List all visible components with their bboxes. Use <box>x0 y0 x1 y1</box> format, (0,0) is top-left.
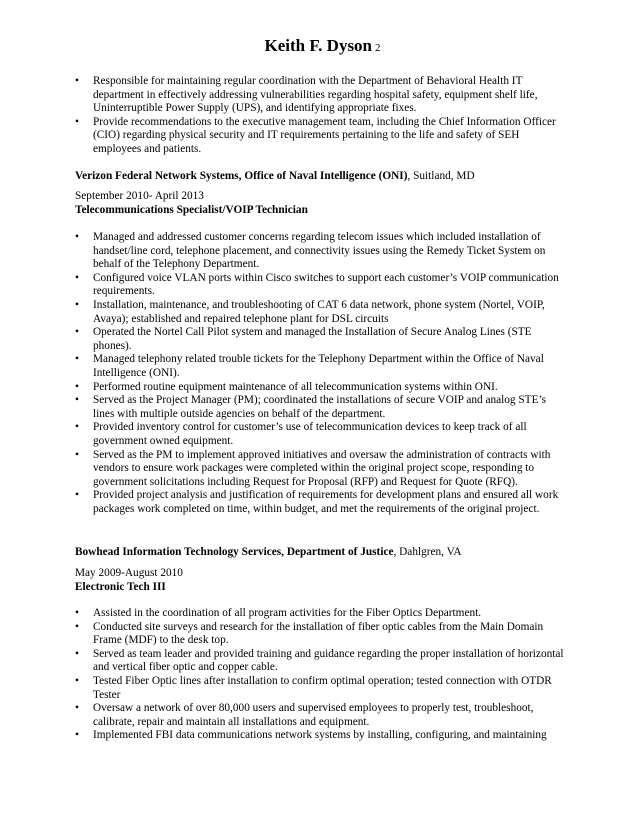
job1-employer: Verizon Federal Network Systems, Office of Naval Intelligence (ONI) <box>75 170 408 182</box>
job1-bullet-list-wrapper <box>75 231 565 516</box>
page-number: 2 <box>375 42 381 54</box>
job2-title: Electronic Tech III <box>75 580 166 593</box>
page-header <box>75 36 570 56</box>
job1-dates: September 2010- April 2013 <box>75 190 204 202</box>
top-bullet-list-wrapper <box>75 75 565 157</box>
list-item: • Managed telephony related trouble tickets for the Telephony Department within the Office of Naval Intelligence (ONI). <box>75 353 565 380</box>
list-item: • Operated the Nortel Call Pilot system and managed the Installation of Secure Analog Lines (STE phones). <box>75 326 565 353</box>
list-item: • Served as the PM to implement approved initiatives and oversaw the administration of contracts with vendors to ensure work packages were completed within the original project scope, responding to government solicitations including Request for Proposal (RFP) and Request for Quote (RFQ). <box>75 449 565 490</box>
job1-employer-line <box>75 170 565 184</box>
list-item: • Installation, maintenance, and troubleshooting of CAT 6 data network, phone system (Nortel, VOIP, Avaya); established and repaired telephone plant for DSL circuits <box>75 299 565 326</box>
list-item: • Implemented FBI data communications network systems by installing, configuring, and maintaining <box>75 729 565 743</box>
list-item: • Configured voice VLAN ports within Cisco switches to support each customer’s VOIP communication requirements. <box>75 272 565 299</box>
list-item: • Served as the Project Manager (PM); coordinated the installations of secure VOIP and analog STE’s lines with multiple outside agencies on behalf of the department. <box>75 394 565 421</box>
job2-location: , Dahlgren, VA <box>393 546 462 558</box>
list-item: • Provide recommendations to the executive management team, including the Chief Information Officer (CIO) regarding physical security and IT requirements pertaining to the life and safety of SEH employees and patients. <box>75 116 565 157</box>
list-item: • Tested Fiber Optic lines after installation to confirm optimal operation; tested connection with OTDR Tester <box>75 675 565 702</box>
job2-bullet-list <box>75 607 565 743</box>
job2-dates: May 2009-August 2010 <box>75 567 183 579</box>
list-item: • Managed and addressed customer concerns regarding telecom issues which included installation of handset/line cord, telephone placement, and connectivity issues using the Remedy Ticket System on behalf of the Telephony Department. <box>75 231 565 272</box>
job1-location: , Suitland, MD <box>407 170 475 182</box>
list-item: • Provided project analysis and justification of requirements for development plans and ensured all work packages work completed on time, within budget, and met the requirements of the original project. <box>75 489 565 516</box>
list-item: • Provided inventory control for customer’s use of telecommunication devices to keep track of all government owned equipment. <box>75 421 565 448</box>
list-item: • Conducted site surveys and research for the installation of fiber optic cables from the Main Domain Frame (MDF) to the desk top. <box>75 621 565 648</box>
candidate-name: Keith F. Dyson <box>264 36 373 55</box>
job2-employer-line <box>75 546 565 560</box>
job2-bullet-list-wrapper <box>75 607 565 743</box>
job2-meta <box>75 567 565 594</box>
job1-meta <box>75 190 565 217</box>
job1-bullet-list <box>75 231 565 516</box>
list-item: • Oversaw a network of over 80,000 users and supervised employees to properly test, troubleshoot, calibrate, repair and maintain all installations and equipment. <box>75 702 565 729</box>
top-bullet-list <box>75 75 565 157</box>
job2-employer: Bowhead Information Technology Services, Department of Justice <box>75 546 394 558</box>
job1-title: Telecommunications Specialist/VOIP Technician <box>75 203 308 216</box>
list-item: • Assisted in the coordination of all program activities for the Fiber Optics Department. <box>75 607 565 621</box>
list-item: • Performed routine equipment maintenance of all telecommunication systems within ONI. <box>75 381 565 395</box>
list-item: • Served as team leader and provided training and guidance regarding the proper installation of horizontal and vertical fiber optic and copper cable. <box>75 648 565 675</box>
list-item: • Responsible for maintaining regular coordination with the Department of Behavioral Health IT department in effectively addressing vulnerabilities regarding hospital safety, equipment shelf life, Uninterruptible Power Supply (UPS), and identifying appropriate fixes. <box>75 75 565 116</box>
